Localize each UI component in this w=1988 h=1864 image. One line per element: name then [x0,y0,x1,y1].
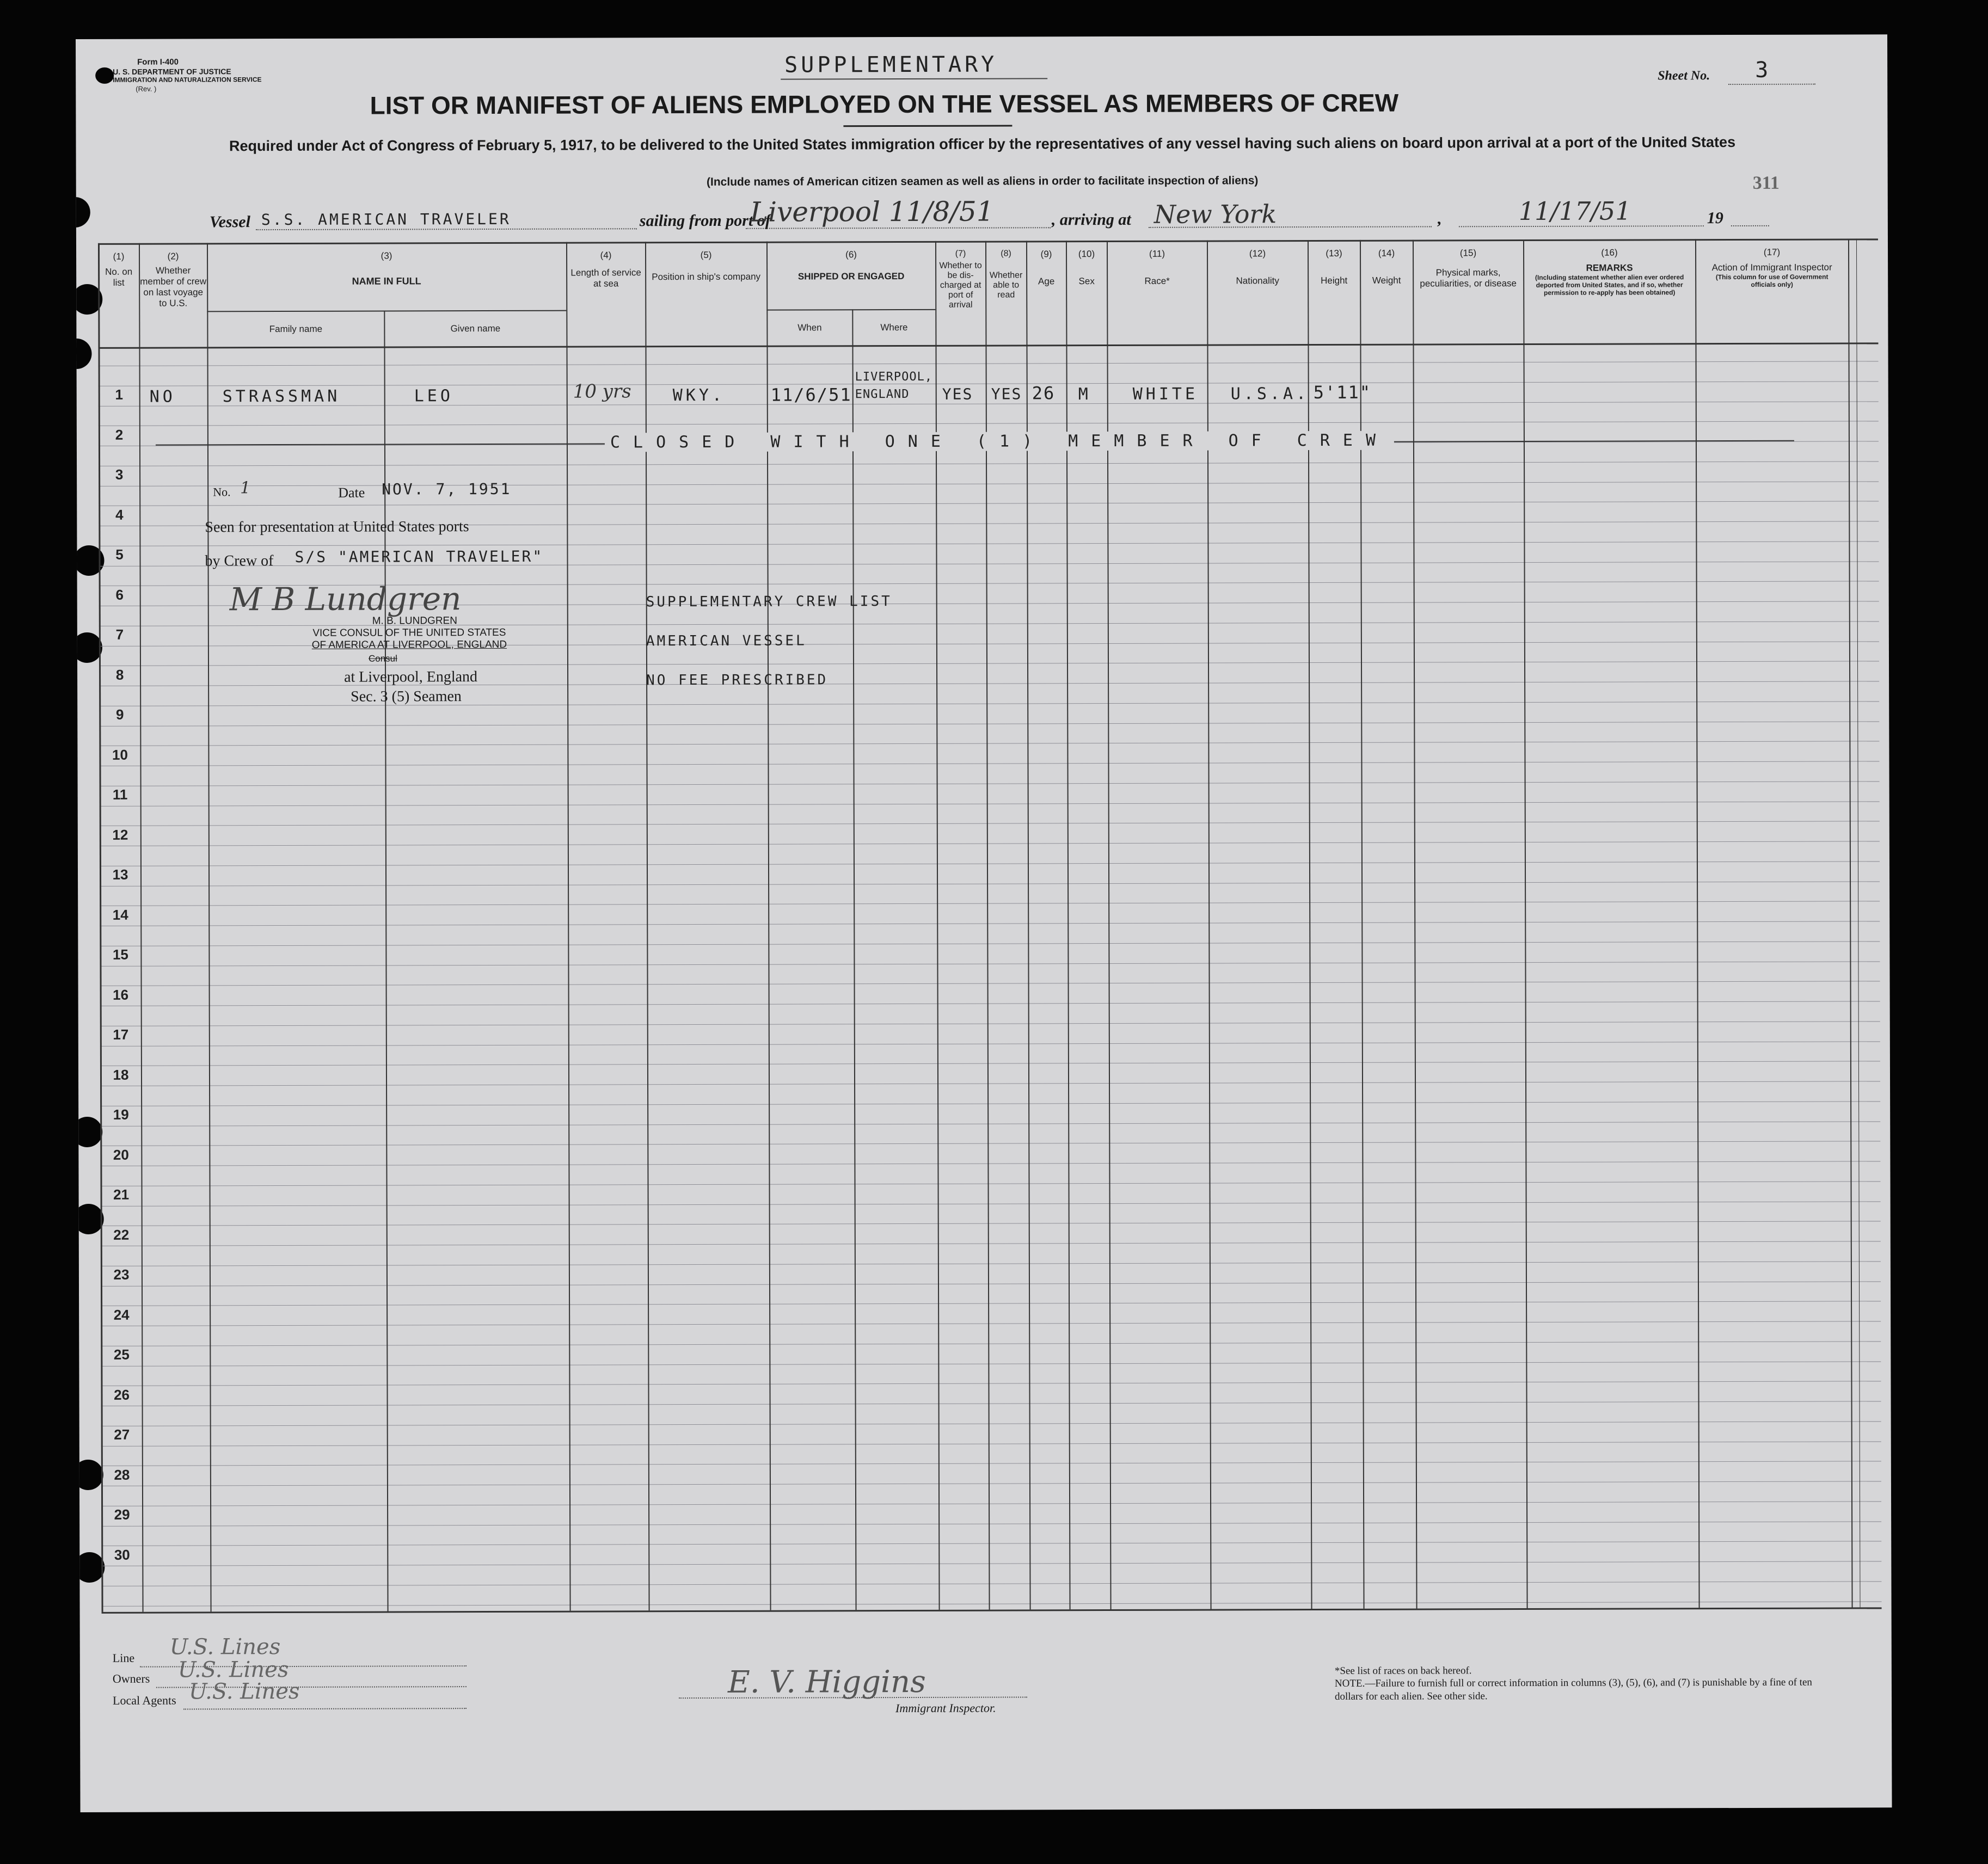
row-number: 30 [114,1546,130,1563]
entry-where-line1: LIVERPOOL, [855,370,933,384]
col-line [139,243,144,1612]
entry-family-name: STRASSMAN [222,386,341,407]
ruled-line [101,1281,1881,1287]
col10-label: Sex [1078,276,1095,287]
row-number: 20 [113,1146,129,1163]
ruled-line [100,1101,1880,1106]
closing-text: CLOSED WITH ONE (1) MEMBER OF CREW [605,431,1394,452]
service-line: IMMIGRATION AND NATURALIZATION SERVICE [113,76,262,84]
row-number: 15 [112,946,128,963]
stamp-date-value: NOV. 7, 1951 [382,479,512,499]
stamp-sec-line: Sec. 3 (5) Seamen [351,688,462,705]
ruled-line [99,741,1879,746]
row-number: 7 [115,626,124,643]
col2-number: (2) [167,251,179,262]
row-number: 23 [113,1266,130,1283]
entry-sex: M [1078,385,1091,404]
row-number: 11 [112,786,128,803]
crew-table [76,34,1892,1812]
entry-service: 10 yrs [573,380,631,403]
ruled-line [99,421,1879,426]
ruled-line [99,501,1879,506]
row-number: 25 [113,1346,130,1363]
stamp-consul: Consul [368,653,397,664]
sheet-label: Sheet No. [1658,69,1710,83]
ruled-line [99,461,1879,466]
entry-when: 11/6/51 [770,384,852,405]
ruled-line [101,1541,1881,1546]
note-label: NOTE. [1334,1677,1365,1689]
vessel-name: S.S. AMERICAN TRAVELER [261,210,511,229]
stamp-date-label: Date [338,484,365,501]
ruled-line [99,721,1879,727]
ruled-line [100,901,1880,906]
entry-height: 5'11" [1313,382,1372,403]
ruled-line [102,1601,1882,1607]
ruled-line [100,961,1880,967]
ruled-line [101,1341,1881,1346]
entry-last-voyage: NO [149,387,176,407]
ruled-line [100,941,1880,946]
col16-header [1524,247,1695,297]
row-number: 27 [114,1426,130,1443]
row-number: 26 [114,1386,130,1403]
col2-header [140,251,206,309]
ruled-line [101,1401,1881,1406]
comma: , [1437,210,1441,228]
entry-age: 26 [1032,383,1056,404]
col16-number: (16) [1601,247,1618,258]
col1-header [99,251,138,288]
ruled-line [100,881,1880,887]
col14-label: Weight [1372,275,1401,286]
row-number: 13 [112,866,128,883]
stamp-officer-name: M. B. LUNDGREN [372,615,457,627]
ruled-line [101,1441,1881,1447]
note-text: —Failure to furnish full or correct information in columns (3), (5), (6), and (7) is punishable by a fine of ten dollars for each alien. See other side. [1334,1676,1812,1702]
row-number: 12 [112,826,128,843]
col4-label: Length of service at sea [570,267,641,289]
ruled-line [100,1021,1880,1026]
col14-header [1361,248,1412,286]
col4-header [567,250,645,289]
note-supplementary: SUPPLEMENTARY CREW LIST [646,593,892,611]
col-line [1856,238,1861,1607]
col1-number: (1) [113,251,125,262]
col17-number: (17) [1763,247,1781,257]
col11-number: (11) [1149,248,1165,259]
year-label: 19 [1707,209,1723,227]
col5-label: Position in ship's company [652,271,761,282]
fine-note [1335,1676,1825,1703]
col7-header [936,249,985,310]
footer-agents-label: Local Agents [112,1693,176,1707]
ruled-line [99,761,1879,766]
ruled-line [100,1141,1880,1146]
ruled-line [99,481,1879,487]
row-number: 10 [112,746,128,763]
row-number: 28 [114,1466,130,1483]
entry-discharged: YES [942,385,973,403]
inspector-label: Immigrant Inspector. [895,1701,996,1715]
row-number: 2 [115,426,124,443]
where-header: Where [880,322,908,333]
stamp-vessel: S/S "AMERICAN TRAVELER" [294,547,544,566]
ruled-line [100,921,1880,926]
ruled-line [101,1261,1881,1266]
arriving-label: , arriving at [1051,210,1131,229]
note-american-vessel: AMERICAN VESSEL [646,632,807,650]
ruled-line [100,1081,1880,1086]
when-header: When [797,322,822,333]
ruled-line [101,1381,1881,1386]
required-text: Required under Act of Congress of February 5, 1917, to be delivered to the United States immigration officer by the representatives of any vessel having such aliens on board upon arrival at a port of the United States [229,134,1736,155]
col6-number: (6) [845,249,857,260]
row-number: 22 [113,1226,130,1243]
footer-owners-value: U.S. Lines [177,1657,289,1683]
col-line [1695,239,1700,1608]
ruled-line [101,1321,1881,1326]
revision: (Rev. ) [136,84,157,93]
footer-line-value: U.S. Lines [169,1634,281,1660]
footer-owners-label: Owners [112,1671,150,1685]
page-stamp: 311 [1752,173,1780,193]
name-sub-rule [207,310,566,312]
row-number: 14 [112,906,128,923]
ruled-line [100,781,1880,786]
col13-header [1309,248,1359,286]
col3-label: NAME IN FULL [352,275,421,287]
row-number: 1 [115,386,123,403]
col-line [566,242,571,1611]
port-to: New York [1153,199,1277,229]
col-line [1848,238,1853,1607]
vessel-label: Vessel [209,213,250,231]
stamp-officer-title1: VICE CONSUL OF THE UNITED STATES [312,626,506,639]
footer-agents-value: U.S. Lines [188,1678,300,1705]
col6-label: SHIPPED OR ENGAGED [797,271,905,282]
col2-label: Whether member of crew on last voyage to U.S. [140,265,207,309]
col9-header [1027,249,1065,287]
stamp-by-crew-label: by Crew of [205,552,274,570]
col10-number: (10) [1078,249,1095,260]
sailing-label: sailing from port of [639,211,771,230]
row-number: 8 [115,666,124,683]
sheet-number: 3 [1755,57,1769,83]
col5-number: (5) [700,249,712,260]
include-text: (Include names of American citizen seamen as well as aliens in order to facilitate inspection of aliens) [706,174,1259,188]
family-name-header: Family name [269,323,323,335]
header-bottom-rule [98,342,1878,349]
ruled-line [100,1001,1880,1006]
col11-header [1108,249,1206,287]
col15-label: Physical marks, peculiarities, or disease [1420,267,1517,289]
col9-number: (9) [1040,249,1052,260]
ruled-line [100,1161,1880,1166]
col3-number: (3) [381,250,392,261]
entry-position: WKY. [672,385,726,405]
ruled-line [100,1121,1880,1127]
stamp-no-label: No. [213,485,231,499]
col1-label: No. on list [105,266,133,288]
department-line: U. S. DEPARTMENT OF JUSTICE [113,67,231,76]
ruled-line [100,801,1880,807]
ruled-line [101,1361,1881,1367]
ruled-line [101,1561,1881,1566]
ruled-line [101,1181,1881,1186]
col8-header [986,249,1026,300]
shipped-sub-rule [766,309,935,311]
ruled-line [100,981,1880,986]
col17-label: Action of Immigrant Inspector [1711,262,1832,273]
row-number: 18 [113,1066,129,1083]
col-line [852,309,856,1610]
entry-where-line2: ENGLAND [855,387,910,402]
col12-number: (12) [1249,248,1266,259]
col13-number: (13) [1326,248,1342,259]
col8-number: (8) [1001,249,1011,259]
col-line [1413,240,1418,1609]
supplementary-handwriting: SUPPLEMENTARY [784,52,998,78]
col15-number: (15) [1459,248,1477,259]
ruled-line [101,1501,1881,1506]
col15-header [1414,248,1523,290]
col7-number: (7) [955,249,966,259]
row-number: 16 [113,986,129,1003]
col13-label: Height [1321,275,1348,286]
entry-nationality: U.S.A. [1230,384,1310,404]
row-number: 9 [115,706,124,723]
footer-line-label: Line [112,1651,135,1665]
col11-label: Race* [1144,275,1170,286]
row-number: 4 [115,506,124,523]
ruled-line [101,1201,1881,1207]
row-number: 17 [113,1026,129,1043]
col-line [98,243,103,1612]
ruled-line [101,1581,1881,1586]
form-title: LIST OR MANIFEST OF ALIENS EMPLOYED ON THE VESSEL AS MEMBERS OF CREW [370,88,1399,120]
col9-label: Age [1038,276,1055,287]
ruled-line [101,1481,1881,1486]
ruled-line [100,1041,1880,1047]
row-number: 3 [115,466,124,483]
entry-able-to-read: YES [991,385,1022,403]
row-number: 21 [113,1186,130,1203]
stamp-signature: M B Lundgren [229,580,462,618]
col17-header [1696,247,1848,288]
ruled-line [101,1521,1881,1527]
col10-header [1067,249,1106,287]
arrival-date: 11/17/51 [1518,196,1631,226]
ruled-line [100,861,1880,866]
row-number: 5 [115,546,124,563]
col-line [207,243,212,1611]
ruled-line [101,1241,1881,1246]
stamp-officer-title2: OF AMERICA AT LIVERPOOL, ENGLAND [311,638,507,651]
row-number: 24 [113,1306,130,1323]
ruled-line [99,401,1879,407]
ruled-line [101,1221,1881,1226]
col5-header [646,250,766,283]
note-no-fee: NO FEE PRESCRIBED [646,672,829,689]
row-number: 19 [113,1106,129,1123]
row-number: 29 [114,1506,130,1523]
col17-sublabel: (This column for use of Government officials only) [1715,273,1829,288]
form-number: Form I-400 [137,57,179,67]
manifest-sheet [76,34,1892,1812]
inspector-signature: E. V. Higgins [727,1664,926,1700]
col8-label: Whether able to read [989,270,1023,300]
races-note: *See list of races on back hereof. [1334,1665,1472,1677]
ruled-line [99,661,1879,666]
row-number: 6 [115,586,124,603]
stamp-seen-line: Seen for presentation at United States ports [205,518,469,536]
stamp-at-line: at Liverpool, England [344,668,478,686]
port-from: Liverpool 11/8/51 [750,195,994,228]
ruled-line [101,1301,1881,1306]
table-top-rule [98,238,1878,245]
ruled-line [99,541,1879,546]
ruled-line [100,821,1880,826]
col16-sublabel: (Including statement whether alien ever ordered deported from United States, and if so, whether permission to re-apply has been obtained) [1535,273,1684,297]
ruled-line [100,841,1880,846]
col14-number: (14) [1378,248,1395,259]
col4-number: (4) [600,250,612,261]
col12-header [1208,248,1307,286]
col-line [384,311,388,1611]
col7-label: Whether to be dis-charged at port of arrival [939,261,982,310]
ruled-line [100,1061,1880,1066]
entry-race: WHITE [1132,384,1199,404]
ruled-line [101,1461,1881,1466]
col12-label: Nationality [1236,275,1279,286]
col16-label: REMARKS [1586,262,1633,273]
ruled-line [99,381,1879,386]
col3-header [208,250,565,287]
ruled-line [101,1421,1881,1426]
col6-header [768,249,935,282]
given-name-header: Given name [450,323,501,334]
table-bottom-rule [102,1607,1882,1614]
entry-given-name: LEO [414,386,453,406]
ruled-line [99,361,1879,366]
col-line [1523,239,1528,1608]
stamp-no-value: 1 [240,478,251,498]
